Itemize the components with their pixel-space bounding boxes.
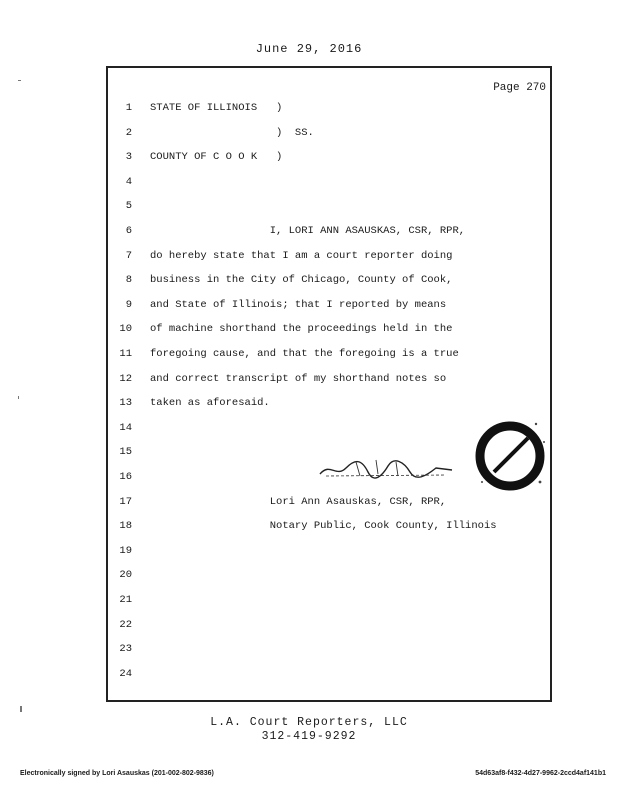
signature-scribble bbox=[316, 456, 456, 480]
line-number: 14 bbox=[119, 421, 132, 434]
line-number: 10 bbox=[119, 323, 132, 336]
line-number: 4 bbox=[125, 175, 132, 188]
line-text: Notary Public, Cook County, Illinois bbox=[150, 520, 497, 533]
line-number: 19 bbox=[119, 544, 132, 557]
line-number: 7 bbox=[125, 249, 132, 262]
line-number: 20 bbox=[119, 569, 132, 582]
transcript-line bbox=[108, 274, 554, 290]
scan-speck bbox=[18, 396, 19, 399]
transcript-line bbox=[108, 594, 554, 610]
document-id: 54d63af8-f432-4d27-9962-2ccd4af141b1 bbox=[475, 770, 606, 777]
transcript-line bbox=[108, 299, 554, 315]
line-text: and correct transcript of my shorthand notes so bbox=[150, 372, 447, 385]
line-number: 13 bbox=[119, 397, 132, 410]
transcript-line bbox=[108, 619, 554, 635]
transcript-line bbox=[108, 323, 554, 339]
line-text: I, LORI ANN ASAUSKAS, CSR, RPR, bbox=[150, 225, 466, 237]
line-number: 3 bbox=[125, 151, 132, 164]
line-text: and State of Illinois; that I reported by means bbox=[150, 298, 447, 311]
line-number: 15 bbox=[119, 446, 132, 459]
transcript-line bbox=[108, 397, 554, 413]
line-text: business in the City of Chicago, County of Cook, bbox=[150, 274, 453, 287]
transcript-line bbox=[108, 569, 554, 585]
line-text: COUNTY OF C O O K ) bbox=[150, 151, 283, 164]
transcript-line bbox=[108, 225, 554, 241]
scan-speck bbox=[18, 80, 21, 81]
line-number: 11 bbox=[119, 348, 132, 360]
transcript-line bbox=[108, 127, 554, 143]
transcript-line bbox=[108, 151, 554, 167]
footer-phone: 312-419-9292 bbox=[261, 730, 357, 743]
line-number: 1 bbox=[125, 102, 132, 114]
transcript-line bbox=[108, 643, 554, 659]
transcript-page-frame bbox=[106, 66, 552, 702]
transcript-line bbox=[108, 176, 554, 192]
line-number: 21 bbox=[119, 594, 132, 606]
line-number: 17 bbox=[119, 495, 132, 508]
electronic-signature-note: Electronically signed by Lori Asauskas (201-002-802-9836) bbox=[20, 770, 214, 777]
line-text: do hereby state that I am a court reporter doing bbox=[150, 249, 453, 262]
scan-speck bbox=[20, 706, 22, 712]
page-number: Page 270 bbox=[493, 82, 546, 94]
line-number: 23 bbox=[119, 643, 132, 656]
line-number: 18 bbox=[119, 520, 132, 533]
transcript-date: June 29, 2016 bbox=[255, 42, 363, 56]
footer-company: L.A. Court Reporters, LLC bbox=[210, 716, 408, 729]
transcript-line bbox=[108, 545, 554, 561]
line-text: ) SS. bbox=[150, 126, 314, 139]
line-text: foregoing cause, and that the foregoing is a true bbox=[150, 348, 459, 360]
transcript-line bbox=[108, 373, 554, 389]
line-number: 2 bbox=[125, 126, 132, 139]
line-number: 12 bbox=[119, 372, 132, 385]
transcript-line bbox=[108, 520, 554, 536]
transcript-line bbox=[108, 102, 554, 118]
transcript-line bbox=[108, 200, 554, 216]
line-number: 24 bbox=[119, 667, 132, 680]
line-number: 8 bbox=[125, 274, 132, 287]
transcript-line bbox=[108, 250, 554, 266]
line-number: 9 bbox=[125, 298, 132, 311]
line-number: 6 bbox=[125, 225, 132, 237]
transcript-line bbox=[108, 496, 554, 512]
line-text: of machine shorthand the proceedings held in the bbox=[150, 323, 453, 336]
line-number: 22 bbox=[119, 618, 132, 631]
transcript-line bbox=[108, 348, 554, 364]
line-text: Lori Ann Asauskas, CSR, RPR, bbox=[150, 495, 447, 508]
line-text: STATE OF ILLINOIS ) bbox=[150, 102, 283, 114]
line-text: taken as aforesaid. bbox=[150, 397, 270, 410]
notary-seal-stamp bbox=[470, 412, 554, 496]
transcript-line bbox=[108, 668, 554, 684]
line-number: 16 bbox=[119, 471, 132, 483]
line-number: 5 bbox=[125, 200, 132, 213]
